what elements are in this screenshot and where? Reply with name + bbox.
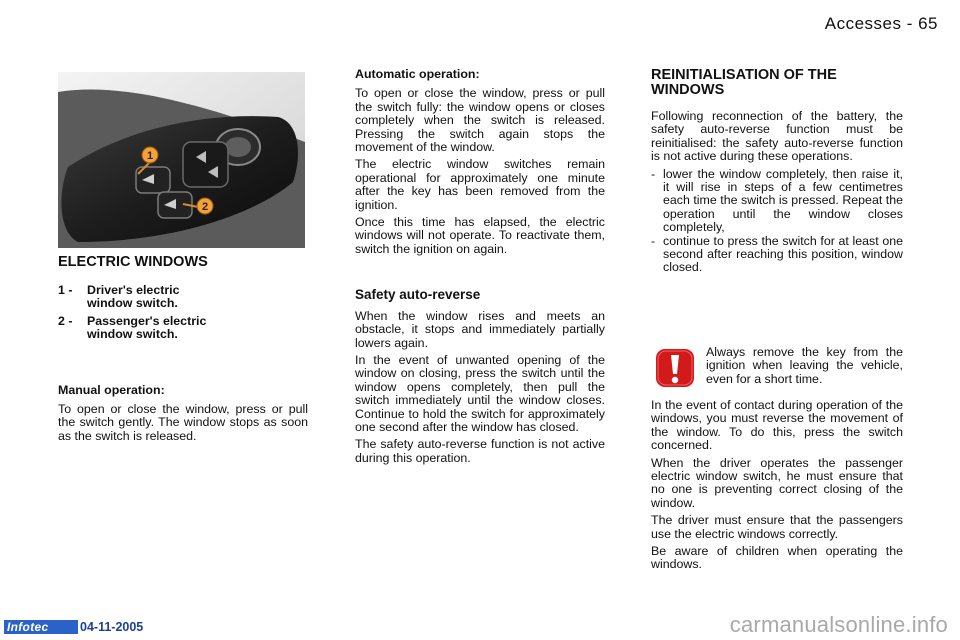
legend-number: 1 - [58, 283, 73, 297]
automatic-operation-text-1: To open or close the window, press or pull the switch fully: the window opens or closes completely when the switch is released. Pressing the switch again stops the movement of the window. [355, 86, 605, 155]
step-text: lower the window completely, then raise it, it will rise in steps of a few centimetres each time the switch is pressed. Repeat the operation until the window closes completely, [663, 166, 903, 235]
reinitialisation-heading: REINITIALISATION OF THE WINDOWS [651, 67, 837, 98]
automatic-operation-text-3: Once this time has elapsed, the electric windows will not operate. To reactivate them, switch the ignition on again. [355, 215, 605, 256]
legend-item [58, 284, 308, 311]
warning-intro [706, 346, 903, 390]
warning-text-5: Be aware of children when operating the windows. [651, 544, 903, 572]
infotec-logo: Infotec [4, 620, 78, 634]
callout-1: 1 [146, 150, 154, 162]
step-item [651, 235, 903, 275]
dash-bullet: - [651, 233, 656, 248]
legend-text: Passenger's electric window switch. [87, 313, 207, 342]
reinitialisation-steps [651, 168, 903, 275]
watermark-site: carmanualsonline.info [729, 612, 948, 637]
warning-text-1: Always remove the key from the ignition when leaving the vehicle, even for a short time. [706, 345, 903, 386]
manual-operation-heading: Manual operation: [58, 382, 165, 397]
section-title-electric-windows: ELECTRIC WINDOWS [58, 254, 208, 270]
automatic-operation-text-2: The electric window switches remain operational for approximately one minute after the key has been removed from the ignition. [355, 157, 605, 212]
dash-bullet: - [651, 166, 656, 181]
exclamation-warning-icon [655, 348, 695, 388]
footer-date: 04-11-2005 [80, 620, 144, 634]
legend-text: Driver's electric window switch. [87, 283, 180, 311]
right-column [651, 68, 903, 275]
safety-text-2: In the event of unwanted opening of the window on closing, press the switch until the window opens completely, then pull the switch immediately until the window closes. Continue to hold the switch for approximately one second after the window has closed. [355, 352, 605, 434]
warning-text-4: The driver must ensure that the passengers use the electric windows correctly. [651, 513, 903, 541]
middle-column [355, 68, 605, 469]
page-header: Accesses - 65 [824, 14, 938, 33]
reinitialisation-text: Following reconnection of the battery, the safety auto-reverse function must be reinitialised: the safety auto-reverse function is not active during these operations. [651, 109, 903, 164]
safety-auto-reverse-heading: Safety auto-reverse [355, 287, 481, 303]
window-switch-photo [58, 72, 305, 248]
legend-item [58, 315, 308, 342]
legend-list [58, 284, 308, 342]
warning-text-2: In the event of contact during operation of the windows, you must reverse the movement of the window. To do this, press the switch concerned. [651, 398, 903, 453]
warning-text-3: When the driver operates the passenger electric window switch, he must ensure that no one is preventing correct closing of the window. [651, 455, 903, 510]
warning-body [651, 399, 903, 576]
left-column [58, 255, 308, 447]
safety-text-3: The safety auto-reverse function is not active during this operation. [355, 437, 605, 465]
safety-text-1: When the window rises and meets an obstacle, it stops and immediately partially lowers again. [355, 308, 605, 350]
manual-operation-text: To open or close the window, press or pull the switch gently. The window stops as soon as the switch is released. [58, 402, 308, 443]
step-text: continue to press the switch for at least one second after reaching this position, window closed. [663, 233, 903, 275]
step-item [651, 168, 903, 235]
legend-number: 2 - [58, 313, 73, 328]
callout-2: 2 [201, 201, 209, 213]
switch-panel-illustration [58, 72, 305, 248]
automatic-operation-heading: Automatic operation: [355, 67, 480, 81]
